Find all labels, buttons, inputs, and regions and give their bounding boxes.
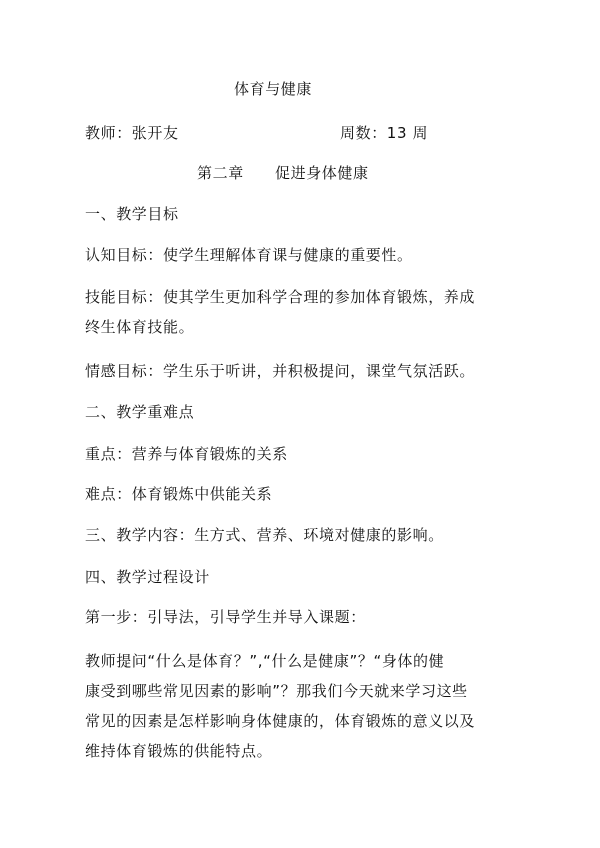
difficult-point: 难点：体育锻炼中供能关系 — [85, 485, 273, 503]
cognitive-goal: 认知目标：使学生理解体育课与健康的重要性。 — [85, 246, 413, 264]
paragraph-line-4: 维持体育锻炼的供能特点。 — [85, 742, 273, 760]
skill-goal-line-2: 终生体育技能。 — [85, 318, 195, 336]
paragraph-line-1: 教师提问“什么是体育？”,“什么是健康”？“身体的健 — [85, 652, 445, 670]
chapter-title: 促进身体健康 — [275, 164, 369, 182]
skill-goal-line-1: 技能目标：使其学生更加科学合理的参加体育锻炼，养成 — [85, 288, 476, 306]
paragraph-line-3: 常见的因素是怎样影响身体健康的，体育锻炼的意义以及 — [85, 712, 476, 730]
week-line: 周数：13 周 — [340, 124, 429, 142]
document-title: 体育与健康 — [234, 80, 313, 98]
step-one: 第一步：引导法，引导学生并导入课题： — [85, 608, 366, 626]
affective-goal: 情感目标：学生乐于听讲，并积极提问，课堂气氛活跃。 — [85, 362, 476, 380]
section-heading-goals: 一、教学目标 — [85, 205, 179, 223]
key-point: 重点：营养与体育锻炼的关系 — [85, 445, 288, 463]
paragraph-line-2: 康受到哪些常见因素的影响”？那我们今天就来学习这些 — [85, 682, 468, 700]
section-heading-process: 四、教学过程设计 — [85, 568, 210, 586]
section-heading-content: 三、教学内容：生方式、营养、环境对健康的影响。 — [85, 526, 444, 544]
teacher-line: 教师：张开友 — [85, 124, 179, 142]
chapter-number: 第二章 — [197, 164, 244, 182]
section-heading-key-points: 二、教学重难点 — [85, 403, 195, 421]
